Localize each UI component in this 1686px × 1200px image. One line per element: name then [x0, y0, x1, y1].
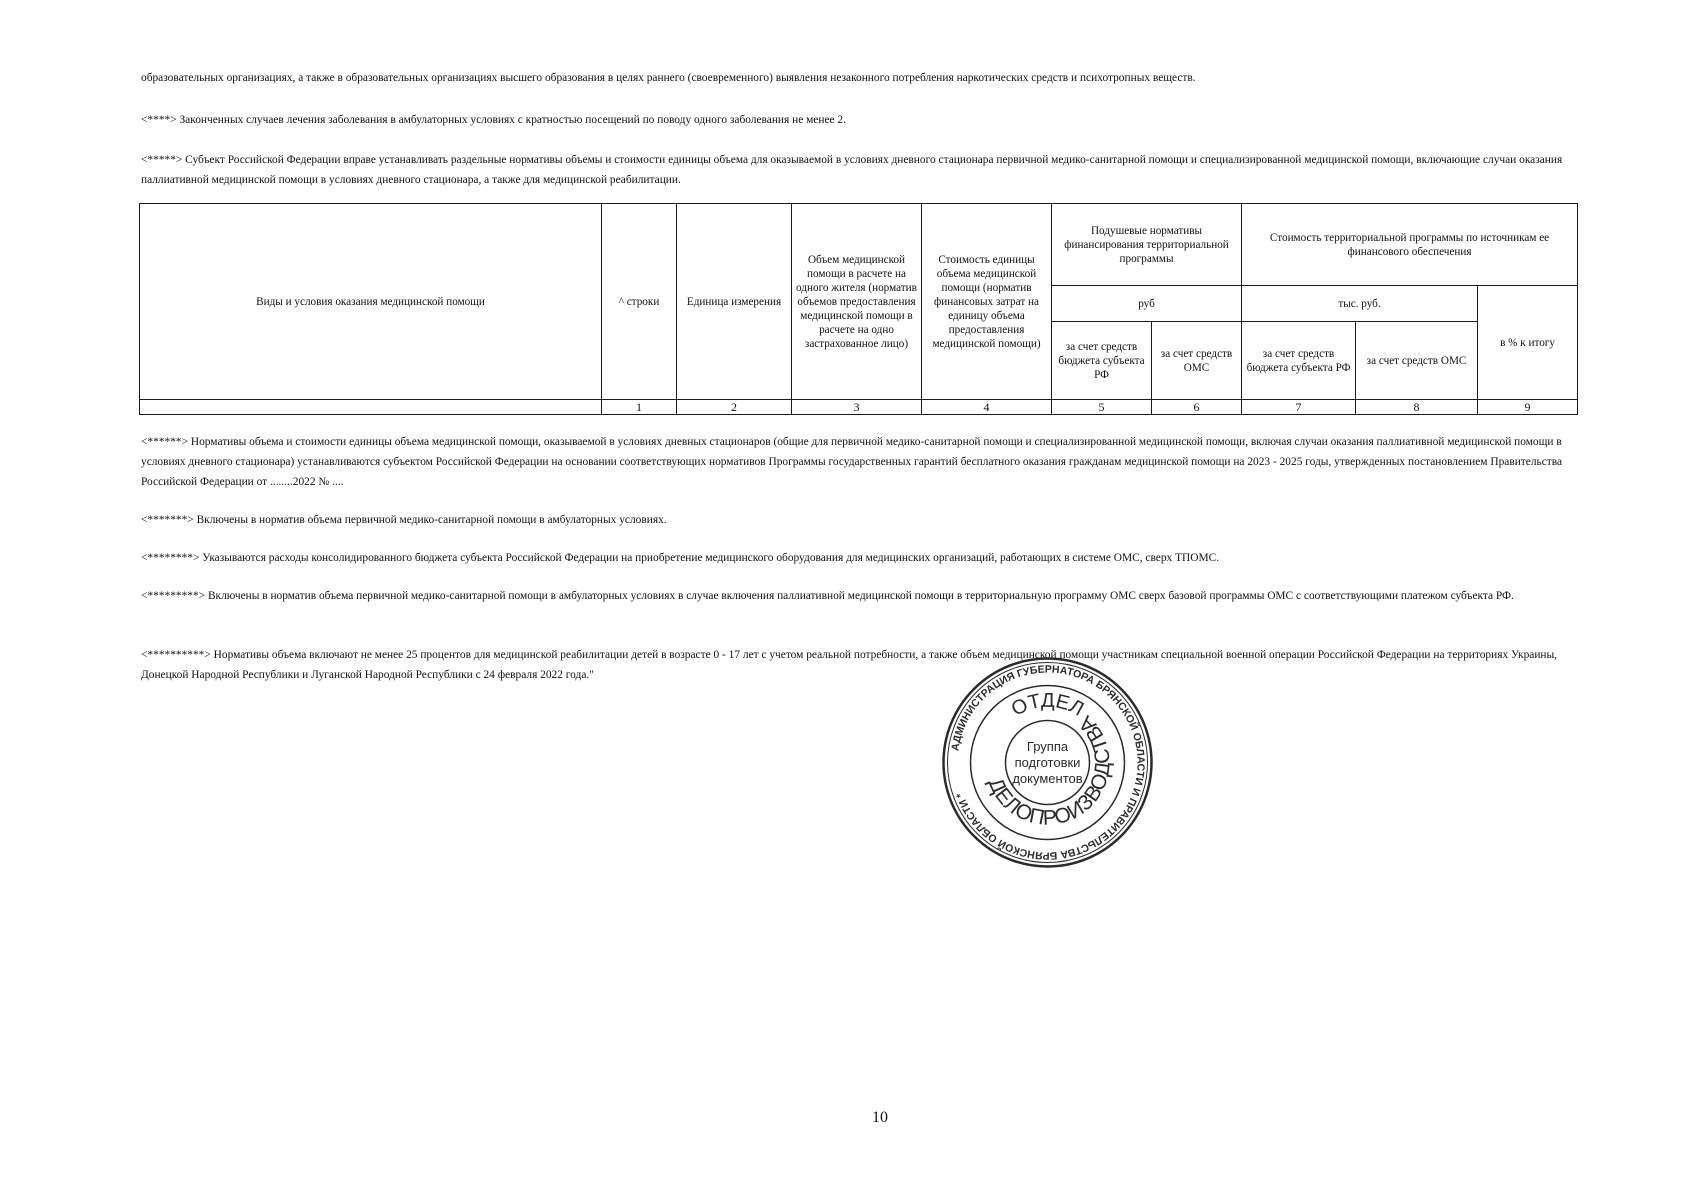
- footnote-7: <*******> Включены в норматив объема первичной медико-санитарной помощи в амбулаторных условиях.: [141, 514, 667, 526]
- col-num-cell: 5: [1052, 400, 1152, 415]
- col-num-cell: 8: [1356, 400, 1478, 415]
- header-types: Виды и условия оказания медицинской помощи: [140, 204, 602, 400]
- col-num-cell: 6: [1152, 400, 1242, 415]
- stamp-outer-text: АДМИНИСТРАЦИЯ ГУБЕРНАТОРА БРЯНСКОЙ ОБЛАСТИ И ПРАВИТЕЛЬСТВА БРЯНСКОЙ ОБЛАСТИ *: [949, 663, 1147, 862]
- header-budget-rf: за счет средств бюджета субъекта РФ: [1052, 322, 1152, 400]
- stamp-center-line-2: подготовки: [1014, 755, 1081, 770]
- col-num-cell: 4: [922, 400, 1052, 415]
- header-row-number: ^ строки: [602, 204, 677, 400]
- footnote-10: <**********> Нормативы объема включают не менее 25 процентов для медицинской реабилитации детей в возрасте 0 - 17 лет с учетом реальной потребности, а также объем медицинской помощи участникам специальной военной операции Российской Федерации на территориях Украины, Донецкой Народной Республики и Луганской Народной Республики с 24 февраля 2022 года.": [141, 649, 1558, 681]
- column-number-row: [140, 400, 1578, 415]
- header-percent-total: в % к итогу: [1478, 286, 1578, 400]
- header-budget-rf-2: за счет средств бюджета субъекта РФ: [1242, 322, 1356, 400]
- header-volume: Объем медицинской помощи в расчете на одного жителя (норматив объемов предоставления медицинской помощи в расчете на одно застрахованное лицо): [792, 204, 922, 400]
- col-num-cell: 9: [1478, 400, 1578, 415]
- col-num-cell: 7: [1242, 400, 1356, 415]
- footnote-8: <********> Указываются расходы консолидированного бюджета субъекта Российской Федерации на приобретение медицинского оборудования для медицинских организаций, работающих в системе ОМС, сверх ТПОМС.: [141, 552, 1220, 564]
- stamp-center-line-3: документов: [1012, 771, 1083, 786]
- header-per-capita: Подушевые нормативы финансирования территориальной программы: [1052, 204, 1242, 286]
- footnote-4: <****> Законченных случаев лечения заболевания в амбулаторных условиях с кратностью посещений по поводу одного заболевания не менее 2.: [141, 114, 846, 126]
- stamp-seal-icon: [940, 655, 1155, 870]
- normatives-table: [139, 203, 1578, 415]
- footnote-continuation: образовательных организациях, а также в образовательных организациях высшего образования в целях раннего (своевременного) выявления незаконного потребления наркотических средств и психотропных веществ.: [141, 72, 1196, 84]
- header-unit: Единица измерения: [677, 204, 792, 400]
- office-stamp: [940, 655, 1155, 870]
- col-num-cell: [140, 400, 602, 415]
- footnote-5: <*****> Субъект Российской Федерации вправе устанавливать раздельные нормативы объемы и стоимости единицы объема для оказываемой в условиях дневного стационара первичной медико-санитарной помощи и специализированной медицинской помощи, включающие случаи оказания паллиативной медицинской помощи в условиях дневного стационара, а также для медицинской реабилитации.: [141, 154, 1563, 186]
- stamp-center-line-1: Группа: [1026, 739, 1069, 754]
- footnote-6: <******> Нормативы объема и стоимости единицы объема медицинской помощи, оказываемой в условиях дневных стационаров (общие для первичной медико-санитарной помощи и специализированной медицинской помощи, включая случаи оказания паллиативной медицинской помощи в условиях дневного стационара) устанавливаются субъектом Российской Федерации на основании соответствующих нормативов Программы государственных гарантий бесплатного оказания гражданам медицинской помощи на 2023 - 2025 годы, утвержденных постановлением Правительства Российской Федерации от ........2022 № ....: [141, 436, 1563, 488]
- stamp-dept-text: ОТДЕЛ: [1008, 689, 1088, 721]
- header-unit-cost: Стоимость единицы объема медицинской помощи (норматив финансовых затрат на единицу объема предоставления медицинской помощи): [922, 204, 1052, 400]
- col-num-cell: 3: [792, 400, 922, 415]
- header-oms-2: за счет средств ОМС: [1356, 322, 1478, 400]
- header-oms: за счет средств ОМС: [1152, 322, 1242, 400]
- stamp-ring-text: ДЕЛОПРОИЗВОДСТВА: [983, 711, 1115, 830]
- footnote-9: <*********> Включены в норматив объема первичной медико-санитарной помощи в амбулаторных условиях в случае включения паллиативной медицинской помощи в территориальную программу ОМС сверх базовой программы ОМС с соответствующими платежом субъекта РФ.: [141, 590, 1514, 602]
- header-program-cost: Стоимость территориальной программы по источникам ее финансового обеспечения: [1242, 204, 1578, 286]
- header-thousand-rub: тыс. руб.: [1242, 286, 1478, 322]
- col-num-cell: 1: [602, 400, 677, 415]
- page-number: 10: [872, 1109, 888, 1126]
- header-rub: руб: [1052, 286, 1242, 322]
- col-num-cell: 2: [677, 400, 792, 415]
